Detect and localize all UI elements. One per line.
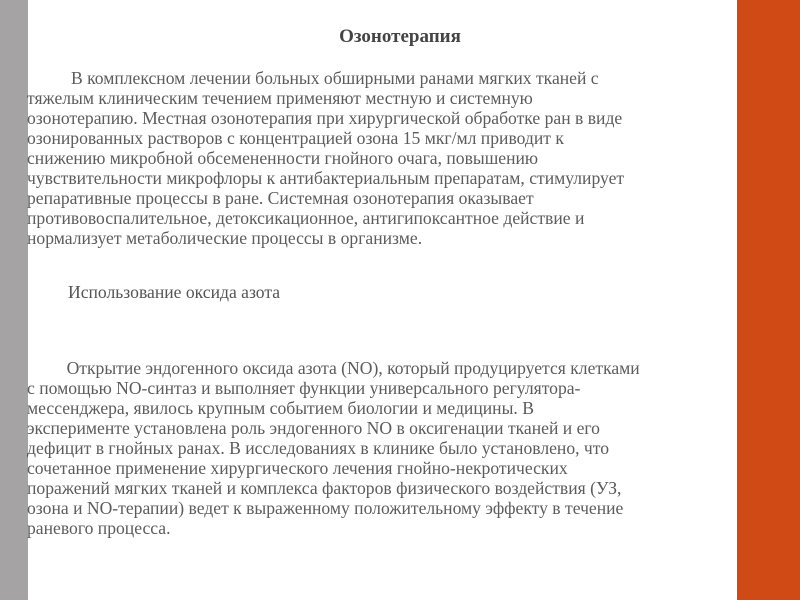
- text-line: чувствительности микрофлоры к антибактериальным препаратам, стимулирует: [27, 168, 625, 188]
- text-line: озонотерапию. Местная озонотерапия при хирургической обработке ран в виде: [27, 108, 623, 128]
- text-line: тяжелым клиническим течением применяют местную и системную: [27, 88, 533, 108]
- right-accent-bar: [737, 0, 800, 600]
- text-line: сочетанное применение хирургического лечения гнойно-некротических: [27, 458, 568, 478]
- subheading-nitric-oxide: Использование оксида азота: [68, 282, 281, 302]
- text-line: дефицит в гнойных ранах. В исследованиях в клинике было установлено, что: [27, 438, 610, 458]
- text-line: нормализует метаболические процессы в организме.: [27, 228, 423, 248]
- text-line: озонированных растворов с концентрацией озона 15 мкг/мл приводит к: [27, 128, 564, 148]
- text-line: с помощью NO-синтаз и выполняет функции универсального регулятора-: [27, 378, 581, 398]
- text-line: мессенджера, явилось крупным событием биологии и медицины. В: [27, 398, 534, 418]
- text-line: В комплексном лечении больных обширными ранами мягких тканей с: [27, 68, 599, 88]
- text-line: снижению микробной обсемененности гнойного очага, повышению: [27, 148, 539, 168]
- left-decor-bar: [0, 0, 28, 600]
- slide-title: Озонотерапия: [339, 26, 461, 47]
- text-line: репаративные процессы в ране. Системная озонотерапия оказывает: [27, 188, 534, 208]
- text-line: поражений мягких тканей и комплекса факторов физического воздействия (УЗ,: [27, 478, 622, 498]
- text-line: эксперименте установлена роль эндогенного NO в оксигенации тканей и его: [27, 418, 600, 438]
- text-line: Открытие эндогенного оксида азота (NO), который продуцируется клетками: [27, 358, 640, 378]
- text-line: озона и NO-терапии) ведет к выраженному положительному эффекту в течение: [27, 498, 624, 518]
- text-line: противовоспалительное, детоксикационное, антигипоксантное действие и: [27, 208, 585, 228]
- text-line: раневого процесса.: [27, 518, 171, 538]
